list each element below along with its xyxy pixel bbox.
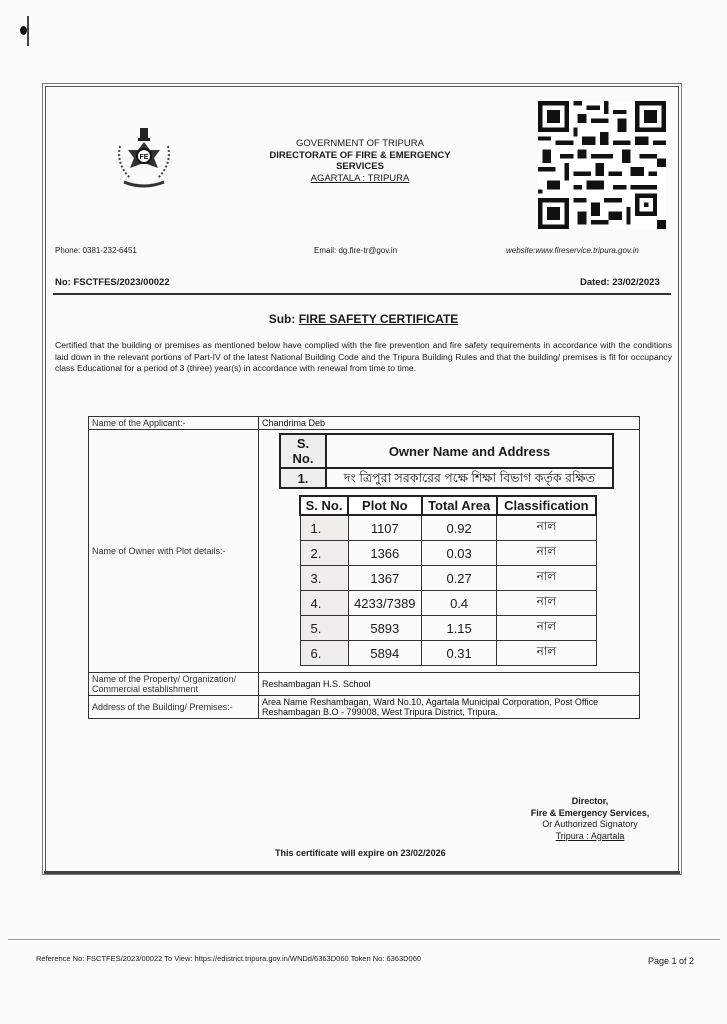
applicant-row (89, 417, 640, 430)
plot-no: 1107 (348, 515, 421, 541)
expiry-notice: This certificate will expire on 23/02/2026 (275, 848, 446, 858)
frame-bottom-border (44, 871, 680, 874)
website-link[interactable]: website:www.fireservice.tripura.gov.in (506, 246, 639, 255)
owner-name: দং ত্রিপুরা সরকারের পক্ষে শিক্ষা বিভাগ কর্তৃক রক্ষিত (326, 468, 613, 488)
plot-sno: 6. (300, 641, 348, 666)
plot-header-classification: Classification (497, 496, 596, 515)
table-row (300, 566, 596, 591)
plot-classification: নাল (497, 515, 596, 541)
plot-sno: 3. (300, 566, 348, 591)
fire-service-emblem-icon (110, 126, 178, 194)
signatory-department: Fire & Emergency Services, (530, 807, 650, 818)
plot-header-total-area: Total Area (422, 496, 497, 515)
owner-table (279, 433, 614, 489)
certificate-number: No: FSCTFES/2023/00022 (55, 277, 170, 288)
plot-no: 1367 (348, 566, 421, 591)
plot-classification: নাল (497, 591, 596, 616)
footer-divider (8, 939, 720, 940)
plot-sno: 2. (300, 541, 348, 566)
address-value: Area Name Reshambagan, Ward No.10, Agartala Municipal Corporation, Post Office Reshambagan B.O - 799008, West Tripura District, Tripura. (259, 696, 640, 719)
applicant-value: Chandrima Deb (259, 417, 640, 430)
plot-area: 0.31 (422, 641, 497, 666)
plot-area: 0.27 (422, 566, 497, 591)
plot-classification: নাল (497, 566, 596, 591)
plot-sno: 5. (300, 616, 348, 641)
plot-no: 4233/7389 (348, 591, 421, 616)
letterhead (230, 138, 490, 184)
plot-classification: নাল (497, 616, 596, 641)
table-row (300, 616, 596, 641)
plot-sno: 1. (300, 515, 348, 541)
owner-row (89, 430, 640, 673)
owner-header-sno: S. No. (280, 434, 326, 468)
subject-line (0, 312, 727, 326)
plot-sno: 4. (300, 591, 348, 616)
applicant-label: Name of the Applicant:- (89, 417, 259, 430)
table-row (300, 515, 596, 541)
phone-number: Phone: 0381-232-6451 (55, 246, 137, 255)
plot-no: 1366 (348, 541, 421, 566)
table-row (300, 591, 596, 616)
plot-header-plot-no: Plot No (348, 496, 421, 515)
government-name: GOVERNMENT OF TRIPURA (296, 138, 424, 149)
owner-details-cell (259, 430, 640, 673)
certification-text: Certified that the building or premises as mentioned below have complied with the fire prevention and fire safety requirements in accordance with the conditions laid down in the relevant portions of Part-IV of the latest National Building Code and the Tripura Building Rules and that the building/ premises is fit for occupancy class Educational for a period of 3 (three) year(s) in accordance with renewal from time to time. (55, 340, 672, 374)
plot-no: 5893 (348, 616, 421, 641)
table-row (300, 541, 596, 566)
page-number: Page 1 of 2 (648, 956, 695, 966)
property-value: Reshambagan H.S. School (259, 673, 640, 696)
plot-classification: নাল (497, 641, 596, 666)
property-row (89, 673, 640, 696)
plot-classification: নাল (497, 541, 596, 566)
owner-header-name: Owner Name and Address (326, 434, 613, 468)
signatory-authorized: Or Authorized Signatory (542, 819, 638, 829)
plot-area: 0.4 (422, 591, 497, 616)
plot-area: 0.92 (422, 515, 497, 541)
scan-corner-mark (18, 14, 32, 48)
plot-area: 0.03 (422, 541, 497, 566)
certificate-details-table (88, 416, 640, 719)
footer-reference[interactable]: Reference No: FSCTFES/2023/00022 To View: https://edistrict.tripura.gov.in/WNDd/6363D060 Token No: 6363D060 (36, 954, 422, 963)
email-address[interactable]: Email: dg.fire-tr@gov.in (314, 246, 398, 255)
signatory-title: Director, (571, 796, 609, 806)
subject-title: FIRE SAFETY CERTIFICATE (298, 312, 459, 326)
directorate-name: DIRECTORATE OF FIRE & EMERGENCY (269, 149, 451, 161)
address-row (89, 696, 640, 719)
property-label: Name of the Property/ Organization/ Commercial establishment (89, 673, 259, 696)
signatory-location: Tripura : Agartala (555, 830, 625, 841)
plot-no: 5894 (348, 641, 421, 666)
owner-row-item (280, 468, 613, 488)
plot-header-sno: S. No. (300, 496, 348, 515)
subject-prefix: Sub: (268, 312, 299, 326)
plot-area: 1.15 (422, 616, 497, 641)
directorate-name-cont: SERVICES (336, 161, 384, 172)
plot-table (299, 495, 597, 666)
address-label: Address of the Building/ Premises:- (89, 696, 259, 719)
table-row (300, 641, 596, 666)
issue-date: Dated: 23/02/2023 (580, 277, 660, 288)
owner-label: Name of Owner with Plot details:- (89, 430, 259, 673)
owner-sno: 1. (280, 468, 326, 488)
qr-code-icon[interactable] (538, 101, 666, 229)
signatory-block (480, 796, 700, 842)
office-location: AGARTALA : TRIPURA (310, 172, 410, 184)
header-divider (53, 293, 671, 295)
svg-text:FE: FE (139, 154, 149, 161)
